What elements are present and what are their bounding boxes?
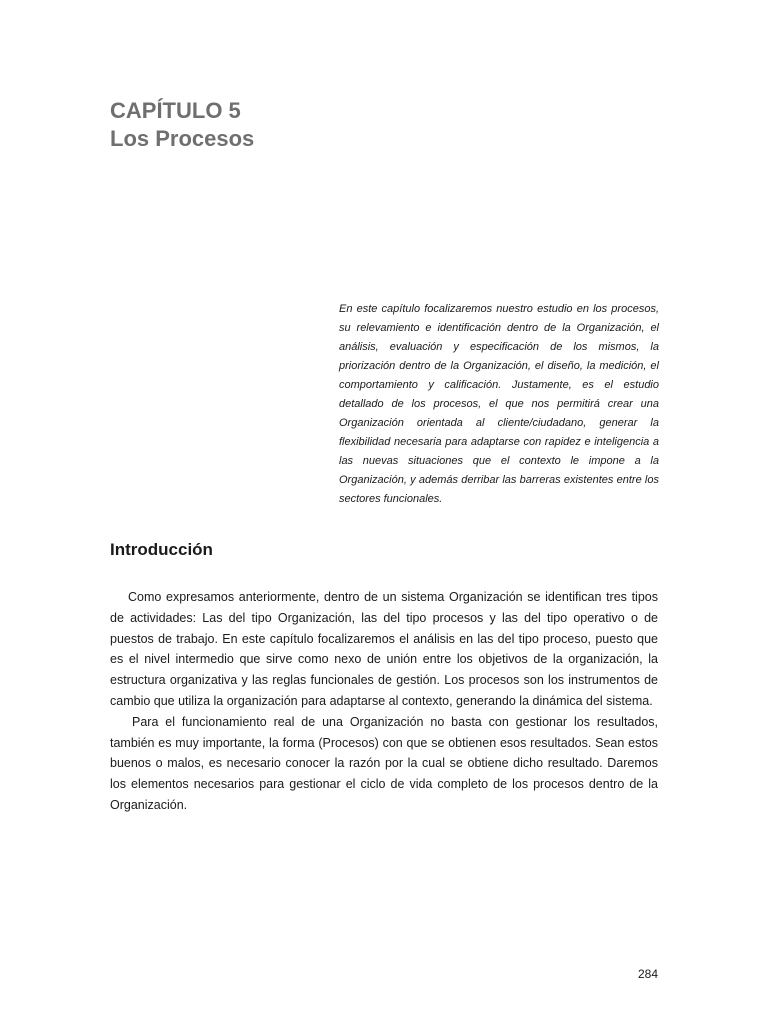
chapter-label: CAPÍTULO 5 [110,98,241,123]
body-paragraph: Como expresamos anteriormente, dentro de un sistema Organización se identifican tres tipos de actividades: Las del tipo Organización, las del tipo procesos y las del tipo operativo o de puestos de trabajo. En este capítulo focalizaremos el análisis en las del tipo proceso, puesto que es el nivel intermedio que sirve como nexo de unión entre los objetivos de la organización, la estructura organizativa y las reglas funcionales de gestión. Los procesos son los instrumentos de cambio que utiliza la organización para adaptarse al contexto, generando la dinámica del sistema. [110,590,658,708]
chapter-abstract: En este capítulo focalizaremos nuestro estudio en los procesos, su relevamiento e identificación dentro de la Organización, el análisis, evaluación y especificación de los mismos, la priorización dentro de la Organización, el diseño, la medición, el comportamiento y calificación. Justamente, es el estudio detallado de los procesos, el que nos permitirá crear una Organización orientada al cliente/ciudadano, generar la flexibilidad necesaria para adaptarse con rapidez e inteligencia a las nuevas situaciones que el contexto le impone a la Organización, y además derribar las barreras existentes entre los sectores funcionales. [339,303,659,505]
page-number: 284 [637,967,658,981]
body-text [110,587,658,816]
chapter-title: Los Procesos [110,126,255,151]
section-heading: Introducción [110,540,213,559]
chapter-heading [110,97,254,153]
body-paragraph: Para el funcionamiento real de una Organización no basta con gestionar los resultados, también es muy importante, la forma (Procesos) con que se obtienen esos resultados. Sean estos buenos o malos, es necesario conocer la razón por la cual se obtiene dicho resultado. Daremos los elementos necesarios para gestionar el ciclo de vida completo de los procesos dentro de la Organización. [110,714,658,812]
